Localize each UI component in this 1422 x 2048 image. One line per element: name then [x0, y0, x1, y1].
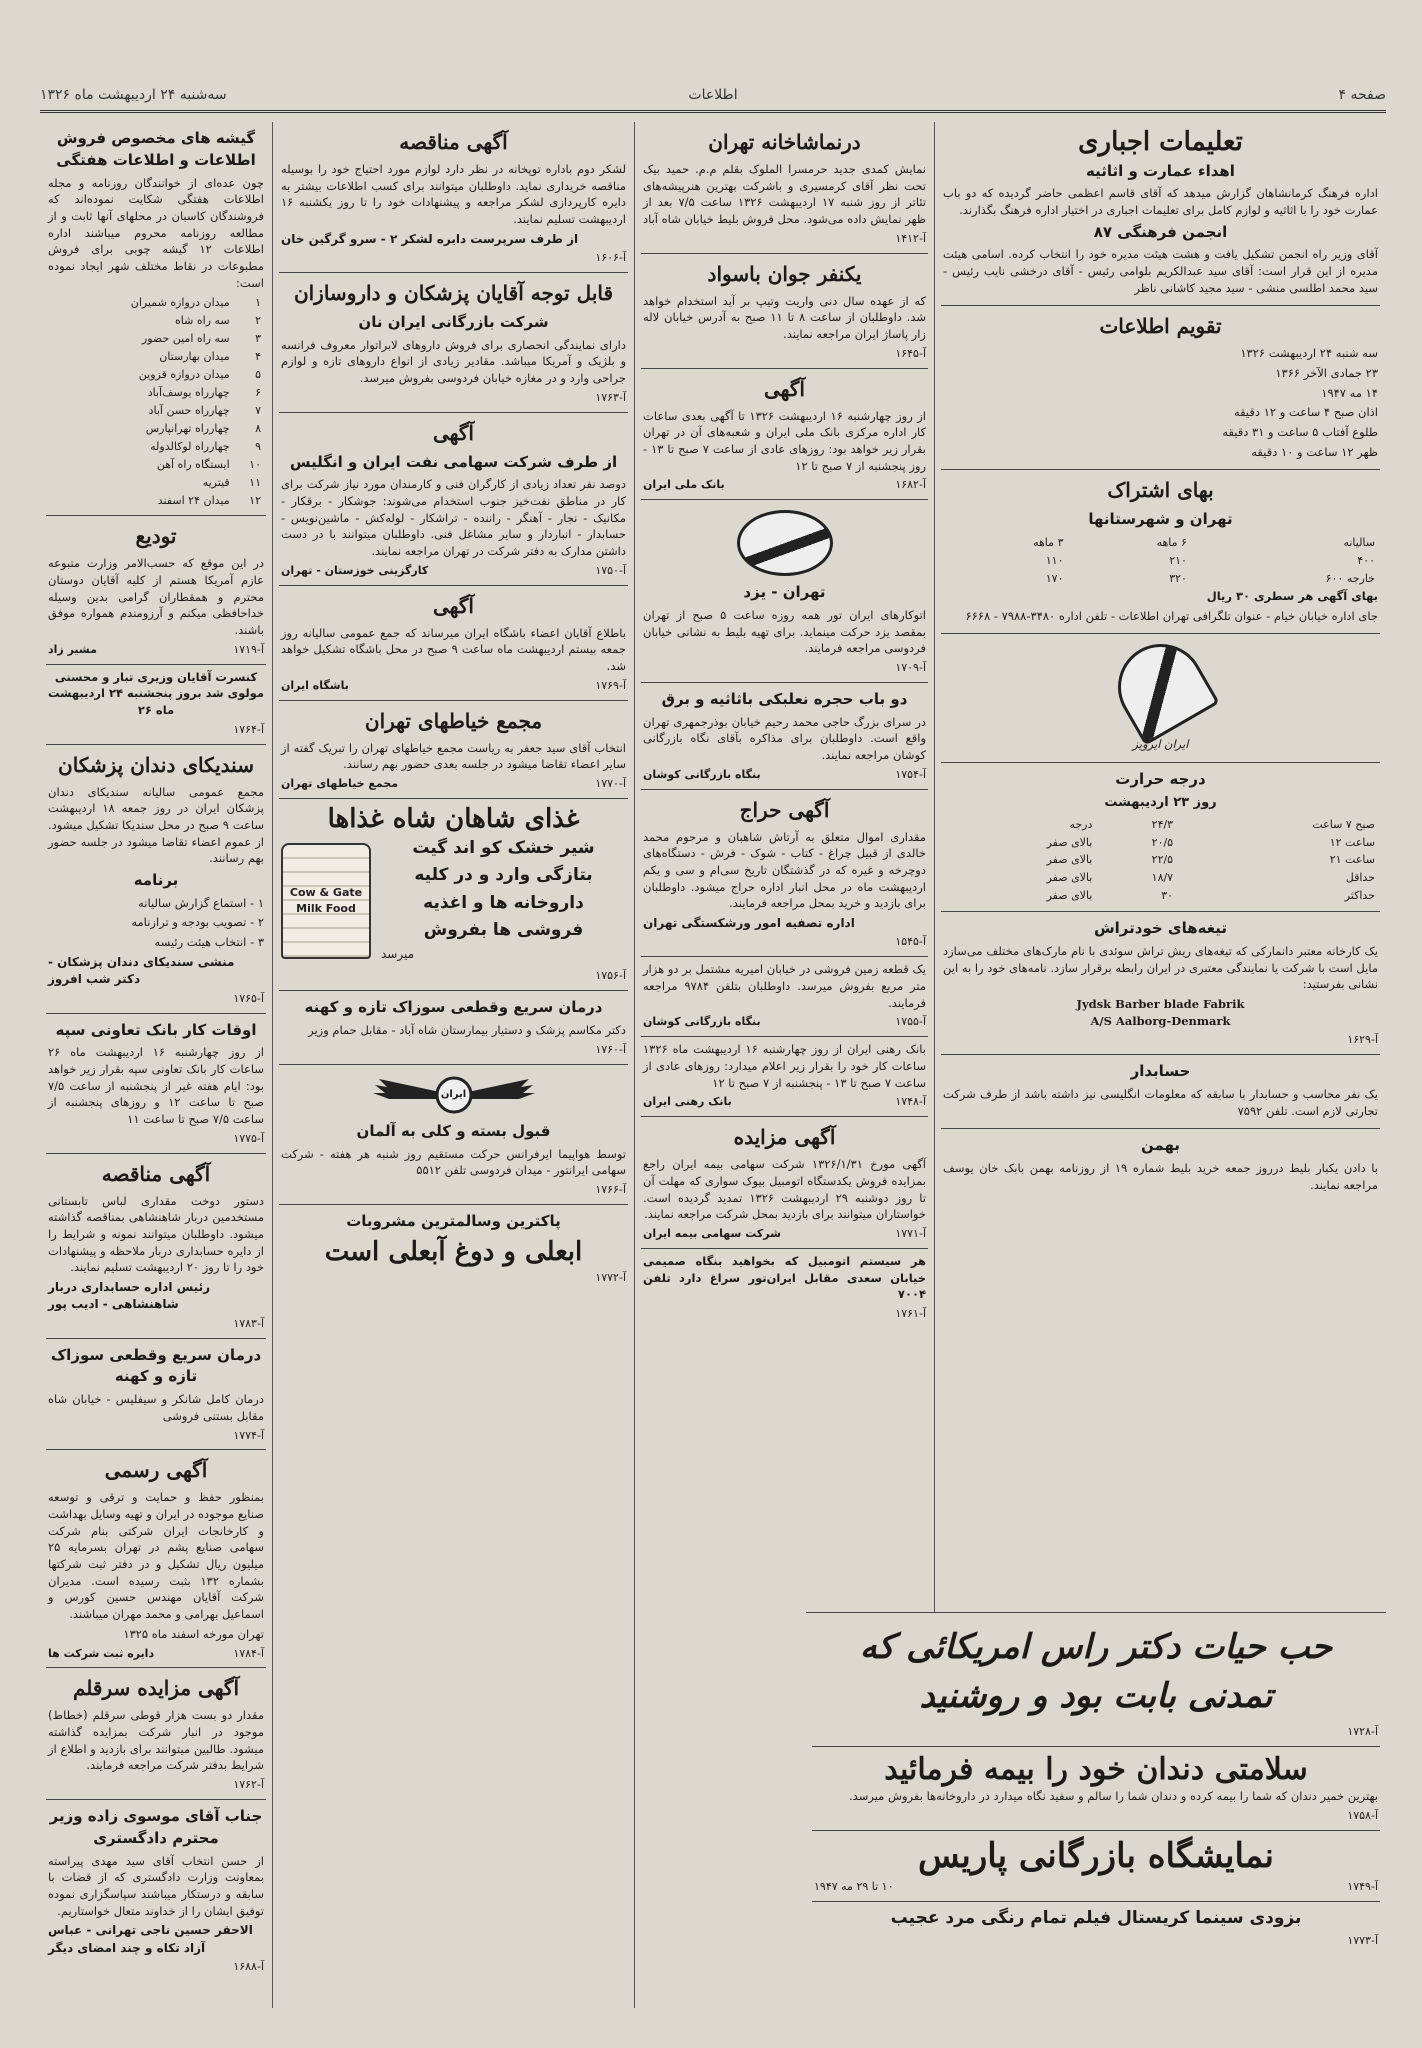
- paris-dates: ۱۰ تا ۲۹ مه ۱۹۴۷: [814, 1880, 894, 1894]
- theater-text: نمایش کمدی جدید حرمسرا الملوک بقلم م.م. حمید بیک تحت نظر آقای کرمسیری و باشرکت بهترین هنرپیشه‌های تئاتر از روز شنبه ۱۷ اردیبهشت ۱۳۲۶ ساعت ۷/۵ بعد از ظهر نمایش داده می‌شود. محل فروش بلیط خیابان شاه آباد: [642, 162, 926, 227]
- shop-ref: آ-۱۷۵۴: [895, 767, 926, 781]
- weather-table: صبح ۷ ساعت ۲۴/۳ درجه ساعت ۱۲ ۲۰/۵ بالای صفر ساعت ۲۱ ۲۲/۵ بالای صفر حداقل ۱۸/۷ بالای صفر حداکثر ۳۰ بالای صفر: [1046, 817, 1375, 903]
- dent-ref: آ-۱۷۶۵: [233, 991, 264, 1005]
- auction2-title: آگهی مزایده سرقلم: [72, 1676, 240, 1701]
- food-line: بتازگی وارد و در کلیه: [414, 865, 593, 886]
- farewell-ref: آ-۱۷۱۹: [233, 642, 264, 656]
- drinks-slogan: ابعلی و دوغ آبعلی است: [324, 1236, 583, 1267]
- paris-ref: آ-۱۷۴۹: [1347, 1880, 1378, 1894]
- kiosk-table: [48, 294, 264, 509]
- mozayede-ref: آ-۱۷۷۱: [895, 1226, 926, 1240]
- header-paper-name: اطلاعات: [688, 87, 738, 103]
- dent-program-item: ۳ - انتخاب هیئت رئیسه: [154, 935, 264, 950]
- yazd-ref: آ-۱۷۰۹: [895, 660, 926, 674]
- food-ref: آ-۱۷۵۶: [595, 969, 626, 983]
- tender1-title: آگهی مناقصه: [399, 130, 508, 154]
- column-1: [40, 122, 272, 2008]
- dent-title: سندیکای دندان پزشکان: [58, 752, 254, 777]
- header-date: سه‌شنبه ۲۴ اردیبهشت ماه ۱۳۲۶: [40, 87, 227, 103]
- theater-title: درنماشاخانه تهران: [708, 130, 861, 154]
- milk-can-label: Cow & Gate Milk Food: [289, 886, 363, 915]
- subscription-address: جای اداره خیابان خیام - عنوان تلگرافی تهران اطلاعات - تلفن اداره ۳۴۸۰-۷۹۸۸ - ۶۶۶۸: [965, 608, 1378, 623]
- official-title: آگهی رسمی: [104, 1458, 208, 1483]
- airline-brand: ایران ایرویز: [1132, 737, 1189, 752]
- rahni-sign: بانک رهنی ایران: [643, 1095, 732, 1109]
- cure1-ref: آ-۱۷۶۰: [595, 1042, 626, 1056]
- bahman-title: بهمن: [1140, 1136, 1181, 1155]
- car-ref: آ-۱۷۶۱: [895, 1306, 926, 1320]
- donation-title: اهداء عمارت و اثاثیه: [1086, 161, 1235, 180]
- farewell-text: در این موقع که حسب‌الامر وزارت متبوعه عازم آمریکا هستم از کلیه آقایان دوستان محترم و همقطاران گرامی بدین وسیله خداحافظی میکنم و آرزومندم همواره موفق باشند.: [48, 556, 264, 638]
- tender2-sign: رئیس اداره حسابداری دربار شاهنشاهی - ادیب پور: [48, 1279, 210, 1312]
- teeth-ref: آ-۱۷۵۸: [1347, 1808, 1378, 1822]
- food-line: داروخانه ها و اغذیه: [423, 892, 584, 913]
- bank-ad-title: آگهی: [764, 376, 805, 401]
- bank-ad-ref: آ-۱۶۸۲: [895, 478, 926, 492]
- theater-ref: آ-۱۴۱۲: [895, 231, 926, 245]
- tailors-sign: مجمع خیاطهای تهران: [281, 777, 399, 791]
- teeth-title: سلامتی دندان خود را بیمه فرمائید: [884, 1751, 1308, 1787]
- youth-text: که از عهده سال دنی واریت وتیپ بر آید استخدام خواهد شد. داوطلبان از ساعت ۸ تا ۱۱ صبح به آدرس خیابان لاله زار پاساژ ایران مراجعه نمایند.: [643, 293, 927, 341]
- pharma-ref: آ-۱۷۶۳: [595, 390, 626, 404]
- dent-program-title: برنامه: [133, 871, 179, 890]
- club-sign: باشگاه ایران: [281, 678, 349, 692]
- table-row: ۷ چهارراه حسن آباد: [148, 403, 261, 417]
- food-line: شیر خشک کو اند گیت: [412, 837, 595, 858]
- cinema-text: بزودی سینما کریستال فیلم تمام رنگی مرد عجیب: [890, 1908, 1302, 1929]
- concert-text: کنسرت آقایان وزیری تبار و محسنی مولوی شد بروز پنجشنبه ۲۴ اردیبهشت ماه ۲۶: [48, 669, 264, 718]
- tiles-title: تیغه‌های خودتراش: [1093, 919, 1228, 938]
- pharma-title: قابل توجه آقایان پزشکان و داروسازان: [293, 281, 614, 306]
- dent-sign: منشی سندیکای دندان پزشکان - دکتر شب افروز: [48, 954, 235, 987]
- cure2-title: درمان سریع وقطعی سوزاک تازه و کهنه: [50, 1345, 262, 1386]
- calendar-line: سه شنبه ۲۴ اردیبهشت ۱۳۲۶: [1240, 346, 1378, 361]
- dent-program-item: ۲ - تصویب بودجه و ترازنامه: [131, 915, 264, 930]
- bus-logo-icon: [737, 510, 833, 576]
- thanks-text: از حسن انتخاب آقای سید مهدی پیراسته بمعاونت وزارت دادگستری که از قضات با سابقه و درستکار میباشند سپاسگزاری نموده توفیق ایشان را از خداوند متعال خواستاریم.: [48, 1853, 264, 1918]
- table-row: ۱۲ میدان ۲۴ اسفند: [157, 493, 261, 507]
- cure2-ref: آ-۱۷۷۴: [233, 1428, 264, 1442]
- shop-sign: بنگاه بازرگانی کوشان: [643, 767, 761, 781]
- accountant-text: یک نفر محاسب و حسابدار با سابقه که معلومات انگلیسی نیز داشته باشد از طرف شرکت تجارتی لازم است. تلفن ۷۵۹۲: [943, 1087, 1378, 1118]
- pharma-subtitle: شرکت بازرگانی ایران نان: [358, 313, 549, 332]
- freight-text: توسط هواپیما ایرفرانس حرکت مستقیم روز شنبه هر هفته - شرکت سهامی ایرانتور - میدان فردوسی تلفن ۵۵۱۲: [281, 1146, 626, 1178]
- mozayede-title: آگهی مزایده: [733, 1125, 836, 1150]
- weather-title: درجه حرارت: [1115, 769, 1206, 788]
- bahman-text: با دادن یکبار بلیط درروز جمعه خرید بلیط شماره ۱۹ از روزنامه بهمن بابک خان یوسف مراجعه نمایند.: [943, 1161, 1379, 1192]
- table-row: ۶ چهارراه یوسف‌آباد: [147, 385, 261, 399]
- youth-title: یکنفر جوان باسواد: [707, 261, 862, 286]
- oil-title: آگهی: [433, 420, 474, 445]
- section-title: تعلیمات اجباری: [1078, 127, 1243, 157]
- cure2-text: درمان کامل شانکر و سیفلیس - خیابان شاه مقابل بستنی فروشی: [48, 1392, 264, 1423]
- auction-sign: اداره تصفیه امور ورشکستگی تهران: [643, 915, 855, 930]
- auction-ref: آ-۱۵۴۵: [895, 935, 926, 949]
- concert-ref: آ-۱۷۶۴: [233, 722, 264, 736]
- bank-ad-sign: بانک ملی ایران: [643, 478, 725, 492]
- pharma-text: دارای نمایندگی انحصاری برای فروش داروهای لابراتوار معروف فرانسه و بلژیک و آمریکا میباشد. مقادیر زیادی از انواع داروهای تازه و لوازم جراحی وارد و در مغازه خیابان فردوسی بفروش میرسد.: [281, 337, 626, 386]
- tender1-text: لشکر دوم باداره توپخانه در نظر دارد لوازم مورد احتیاج خود را بوسیله مناقصه خریداری نماید. داوطلبان میتوانند برای کسب اطلاعات بیشتر به دایره کارپردازی لشکر مراجعه و پیشنهادات خود را تا روز یکشنبه ۱۶ اردیبهشت تسلیم نمایند.: [281, 162, 626, 227]
- header-page-number: صفحه ۴: [1338, 87, 1386, 103]
- oil-subtitle: از طرف شرکت سهامی نفت ایران و انگلیس: [289, 452, 618, 471]
- table-row: ۲ سه راه شاه: [175, 314, 261, 328]
- mozayede-sign: شرکت سهامی بیمه ایران: [643, 1226, 781, 1240]
- club-title: آگهی: [433, 593, 474, 618]
- dent-program-item: ۱ - استماع گزارش سالیانه: [138, 895, 264, 910]
- milk-can-image: [281, 843, 371, 959]
- car-text: هر سیستم اتومبیل که بخواهید بنگاه صمیمی خیابان سعدی مقابل ایران‌تور سراغ دارد تلفن ۷۰۰۴: [643, 1253, 926, 1302]
- thanks-title: جناب آقای موسوی زاده وزیر محترم دادگستری: [49, 1807, 263, 1847]
- official-text: بمنظور حفظ و حمایت و ترقی و توسعه صنایع موجوده در ایران و تهیه وسایل بهداشت و کارخانجات ایران شرکتی بنام شرکت سهامی صنایع پشم در تهران بسرمایه ۲۵ میلیون ریال تشکیل و در دفتر ثبت شرکتها بشماره ۱۳۲ بثبت رسیده است. مدیران شرکت آقایان مهندس حسین کورس و اسماعیل بهرامی و محمد مهران میباشند.: [48, 1490, 264, 1622]
- tender1-ref: آ-۱۶۰۶: [595, 251, 626, 265]
- land-sign: بنگاه بازرگانی کوشان: [643, 1015, 761, 1029]
- teeth-text: بهترین خمیر دندان که شما را بیمه کرده و دندان شما را سالم و سفید نگاه میدارد در داروخانه‌ها بفروش میرسد.: [849, 1789, 1378, 1804]
- subscription-title: بهای اشتراک: [1107, 478, 1214, 503]
- weather-date: روز ۲۳ اردیبهشت: [1104, 794, 1217, 810]
- club-ref: آ-۱۷۶۹: [595, 678, 626, 692]
- official-ref: آ-۱۷۸۴: [233, 1646, 264, 1660]
- tailors-ref: آ-۱۷۷۰: [595, 777, 626, 791]
- tiles-text: یک کارخانه معتبر دانمارکی که تیغه‌های ریش تراش سوئدی با نام مارک‌های مختلف می‌سازد مایل است با شرکت یا نمایندگی معتبری در ایران رابطه برقرار سازد. نامه‌های خود را به این نشانی بفرستید:: [943, 944, 1378, 992]
- coop-text: از روز چهارشنبه ۱۶ اردیبهشت ماه ۲۶ ساعات کار بانک تعاونی سپه بقرار زیر خواهد بود: ایام هفته غیر از پنجشنبه از ساعت ۷/۵ صبح تا ساعت ۱۲ و روزهای پنجشنبه از ساعت ۷/۵ صبح تا ساعت ۱۱: [48, 1045, 264, 1126]
- tailors-title: مجمع خیاطهای تهران: [364, 708, 543, 733]
- page-header: [40, 80, 1386, 113]
- tiles-address-1: Jydsk Barber blade Fabrik: [1076, 997, 1245, 1012]
- tender1-sign: از طرف سرپرست دایره لشکر ۲ - سرو گرگین خان: [281, 231, 579, 246]
- drinks-ref: آ-۱۷۷۲: [595, 1271, 626, 1285]
- freight-ref: آ-۱۷۶۶: [595, 1182, 626, 1196]
- table-row: ۱ میدان دروازه شمیران: [130, 296, 261, 310]
- bank-ad-text: از روز چهارشنبه ۱۶ اردیبهشت ۱۳۲۶ تا آگهی بعدی ساعات کار اداره مرکزی بانک ملی ایران و شعبه‌های آن در تهران بقرار زیر خواهد بود: روزهای عادی از ساعت ۷ صبح تا ۱۳ - روز پنجشنبه از ۷ صبح تا ۱۲: [643, 408, 926, 473]
- oil-sign: کارگزینی خوزستان - تهران: [281, 563, 429, 577]
- auction2-text: مقدار دو بست هزار قوطی سرقلم (خطاط) موجود در انبار شرکت بمزایده گذاشته میشود. طالبین میتوانند برای بازدید و اطلاع از شرایط بدفتر شرکت مراجعه فرمایند.: [48, 1708, 264, 1773]
- assoc-title: انجمن فرهنگی ۸۷: [1093, 222, 1228, 241]
- shop-title: دو باب حجره نعلبکی باثاثیه و برق: [661, 689, 908, 708]
- yazd-title: تهران - یزد: [743, 583, 826, 602]
- food-line: فروشی ها بفروش: [423, 920, 584, 941]
- pills-ref: آ-۱۷۲۸: [1347, 1724, 1378, 1738]
- freight-logo: [369, 1073, 539, 1117]
- cure1-text: دکتر مکاسم پزشک و دستیار بیمارستان شاه آباد - مقابل حمام وزیر: [308, 1023, 626, 1038]
- auction-title: آگهی حراج: [739, 797, 830, 822]
- airplane-icon: [1102, 634, 1219, 746]
- tender2-text: دستور دوخت مقداری لباس تابستانی مستخدمین دربار شاهنشاهی بمناقصه گذاشته میشود. داوطلبان میتوانند نمونه و شرایط را از دایره حسابداری دربار ملاحظه و پیشنهادات خود را تا روز ۲۰ اردیبهشت تسلیم نمایند.: [48, 1193, 264, 1275]
- tailors-text: انتخاب آقای سید جعفر به ریاست مجمع خیاطهای تهران را تبریک گفته از سایر اعضاء تقاضا میشود در جلسه بعدی حضور بهم رسانند.: [281, 740, 626, 772]
- wide-ads: [806, 1612, 1386, 2008]
- land-text: یک قطعه زمین فروشی در خیابان امیریه مشتمل بر دو هزار متر مربع بفروش میرسد. داوطلبان بتلفن ۹۷۸۴ مراجعه فرمایند.: [643, 962, 926, 1010]
- table-row: ۱۰ ایستگاه راه آهن: [156, 457, 261, 471]
- coop-title: اوقات کار بانک تعاونی سپه: [55, 1020, 257, 1039]
- food-line: میرسد: [381, 947, 415, 962]
- table-row: ۴ میدان بهارستان: [159, 350, 261, 364]
- tender2-title: آگهی مناقصه: [101, 1161, 211, 1186]
- table-row: ۳ سه راه امین حضور: [141, 332, 261, 346]
- drinks-title: پاکترین وسالمترین مشروبات: [346, 1211, 561, 1230]
- coop-ref: آ-۱۷۷۵: [233, 1131, 264, 1145]
- club-text: باطلاع آقایان اعضاء باشگاه ایران میرساند که جمع عمومی سالیانه روز جمعه بیستم اردیبهشت ماه ساعت ۹ صبح در محل باشگاه تشکیل خواهد شد.: [281, 625, 626, 674]
- table-row: ۸ چهارراه تهرانپارس: [145, 421, 261, 435]
- thanks-ref: آ-۱۶۸۸: [233, 1960, 264, 1974]
- tiles-ref: آ-۱۶۲۹: [1347, 1033, 1378, 1047]
- auction2-ref: آ-۱۷۶۲: [233, 1778, 264, 1792]
- calendar-title: تقویم اطلاعات: [1099, 314, 1222, 339]
- freight-title: قبول بسته و کلی به آلمان: [356, 1121, 551, 1140]
- rahni-ref: آ-۱۷۴۸: [895, 1095, 926, 1109]
- tiles-address-2: A/S Aalborg-Denmark: [1090, 1013, 1231, 1028]
- kiosk-title: گیشه های مخصوص فروش اطلاعات و اطلاعات هفتگی: [56, 129, 256, 169]
- tender2-ref: آ-۱۷۸۳: [233, 1316, 264, 1330]
- rahni-text: بانک رهنی ایران از روز چهارشنبه ۱۶ اردیبهشت ماه ۱۳۲۶ ساعات کار خود را بقرار زیر اعلام میدارد: روزهای عادی از ساعت ۷ صبح تا ۱۳ - پنجشنبه از ۷ صبح تا ۱۲: [643, 1042, 926, 1090]
- dent-text: مجمع عمومی سالیانه سندیکای دندان پزشکان ایران در روز جمعه ۱۸ اردیبهشت ساعت ۹ صبح در محل سندیکا تشکیل میشود. از عموم اعضاء تقاضا میشود در جلسه حضور بهم رسانند.: [48, 784, 265, 866]
- yazd-text: اتوکارهای ایران تور همه روزه ساعت ۵ صبح از تهران بمقصد یزد حرکت مینماید. برای تهیه بلیط به نشانی خیابان فردوسی مراجعه فرمایند.: [643, 607, 926, 656]
- kiosk-text: چون عده‌ای از خوانندگان روزنامه و مجله اطلاعات هفتگی شکایت نموده‌اند که فروشندگان کاسبان در محلهای آنها ثابت و از مطالعه روزنامه محروم میباشند اداره اطلاعات ۱۲ گیشه چوبی برای فروش مطبوعات در نقاط مختلف شهر ایجاد نموده است:: [48, 175, 264, 290]
- auction-text: مقداری اموال متعلق به آرتاش شاهبان و مرحوم محمد خالدی از قبیل چراغ - کتاب - شوک - فرش - دستگاه‌های دوچرخه و غیره که در گذشتگان تاریخ سی‌ام و سی و یکم اردیبهشت ماه در محل انبار اداره حراج میشود. داوطلبان برای بازدید و خرید بمحل مراجعه فرمایند.: [643, 829, 926, 911]
- oil-text: دوصد نفر تعداد زیادی از کارگران فنی و کارمندان مورد نیاز شرکت برای کار در مناطق نفت‌خیز جنوب استخدام می‌شوند: جوشکار - برقکار - مکانیک - نجار - آهنگر - راننده - تراشکار - لوله‌کش - ماشین‌نویس - حسابدار - انباردار و سایر مشاغل فنی. داوطلبان میتوانند با در دست داشتن مدارک به دفتر شرکت در تهران مراجعه نمایند.: [281, 477, 626, 559]
- calendar-line: طلوع آفتاب ۵ ساعت و ۳۱ دقیقه: [1222, 425, 1378, 440]
- youth-ref: آ-۱۶۴۵: [895, 346, 926, 360]
- subscription-table: سالیانه ۶ ماهه ۳ ماهه ۴۰۰ ۲۱۰ ۱۱۰ خارجه ۶۰۰ ۳۲۰ ۱۷۰: [1033, 536, 1375, 586]
- calendar-line: ۱۴ مه ۱۹۴۷: [1321, 385, 1378, 400]
- column-2: [272, 122, 634, 2008]
- subscription-subtitle: تهران و شهرستانها: [1088, 510, 1233, 529]
- calendar-line: اذان صبح ۴ ساعت و ۱۲ دقیقه: [1233, 405, 1378, 420]
- food-title: غذای شاهان شاه غذاها: [327, 804, 580, 834]
- cinema-ref: آ-۱۷۷۳: [1347, 1933, 1378, 1947]
- freight-logo-text: ایران: [440, 1088, 467, 1100]
- oil-ref: آ-۱۷۵۰: [595, 563, 626, 577]
- farewell-title: تودیع: [135, 524, 177, 549]
- shop-text: در سرای بزرگ حاجی محمد رحیم خیابان بوذرجمهری تهران واقع است. داوطلبان برای مذاکره بآقای نگاه بازرگانی کوشان مراجعه نمایند.: [643, 714, 926, 762]
- paris-title: نمایشگاه بازرگانی پاریس: [918, 1835, 1274, 1876]
- land-ref: آ-۱۷۵۵: [895, 1015, 926, 1029]
- mozayede-text: آگهی مورخ ۱۳۲۶/۱/۳۱ شرکت سهامی بیمه ایران راجع بمزایده فروش یکدستگاه اتومبیل بیوک سواری که مهلت آن تا روز دوشنبه ۲۹ اردیبهشت ۱۳۲۶ تمدید گردیده است. خواستاران میتوانند برای بازدید بمحل شرکت مراجعه نمایند.: [643, 1157, 926, 1222]
- donation-text: اداره فرهنگ کرمانشاهان گزارش میدهد که آقای قاسم اعظمی حاضر گردیده که دو باب عمارت خود را با اثاثیه و لوازم کامل برای تعلیمات اجباری در اختیار اداره فرهنگ بگذارند.: [943, 186, 1378, 217]
- official-date: تهران مورخه اسفند ماه ۱۳۲۵: [123, 1626, 264, 1641]
- calendar-line: ظهر ۱۲ ساعت و ۱۰ دقیقه: [1251, 444, 1378, 459]
- cure1-title: درمان سریع وقطعی سوزاک تازه و کهنه: [304, 998, 603, 1017]
- subscription-price: بهای آگهی هر سطری ۳۰ ریال: [1206, 588, 1378, 603]
- table-row: ۵ میدان دروازه قزوین: [138, 367, 261, 381]
- table-row: ۹ چهارراه لوکالدوله: [150, 439, 261, 453]
- calendar-line: ۲۳ جمادی الآخر ۱۳۶۶: [1275, 366, 1378, 381]
- thanks-sign: الاحقر حسین ناجی تهرانی - عباس آزاد تکاه و چند امضای دیگر: [48, 1923, 253, 1955]
- official-sign: دایره ثبت شرکت ها: [48, 1646, 155, 1660]
- assoc-text: آقای وزیر راه انجمن تشکیل یافت و هشت هیئت مدیره خود را انتخاب کرده. اسامی هیئت مدیره از این قرار است: آقای سید عبدالکریم بلوامی رئیس - آقای درخشی نایب رئیس - سید محمد اطلسی منشی - سید مجید کاشانی ناظر: [943, 247, 1378, 295]
- pills-title: حب حیات دکتر راس امریکائی که تمدنی بابت بود و روشنید: [859, 1627, 1333, 1717]
- table-row: ۱۱ قیتریه: [202, 475, 261, 489]
- farewell-sign: مشیر زاد: [48, 642, 97, 656]
- accountant-title: حسابدار: [1130, 1062, 1191, 1081]
